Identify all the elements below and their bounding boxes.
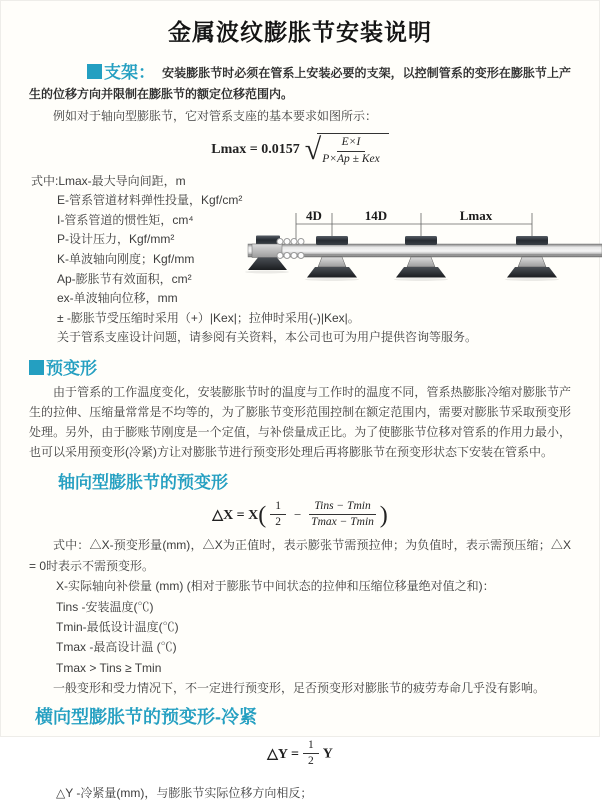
support-shadow (305, 278, 359, 281)
fraction-numerator: 1 (303, 739, 319, 755)
support-neck (318, 257, 346, 267)
fraction-numerator: Tins − Tmin (309, 500, 375, 516)
support-base (507, 267, 557, 278)
page-title: 金属波纹膨胀节安装说明 (168, 19, 432, 45)
support-base (396, 267, 446, 278)
fraction-denominator: 2 (275, 516, 282, 529)
formula-prefix: △Y = (267, 746, 299, 762)
sqrt-body (317, 133, 389, 167)
half-fraction (303, 739, 319, 770)
support-clamp (405, 236, 437, 245)
formula-suffix: Y (322, 745, 333, 761)
support-base (307, 267, 357, 278)
pipe-support-diagram (244, 204, 602, 296)
fraction-denominator: P×Ap ± Kex (322, 152, 380, 165)
dim-label-4d: 4D (306, 207, 322, 223)
guide-support (394, 236, 448, 281)
legend-item: E-管系管道材料弹性投量，Kgf/cm² (57, 193, 243, 208)
legend-item: Ap-膨胀节有效面积，cm² (57, 271, 192, 286)
section-square-icon (29, 360, 44, 375)
guide-support (305, 236, 359, 281)
dim-label-lmax: Lmax (459, 207, 493, 223)
support-clamp (316, 236, 348, 245)
axial-item: Tins -安装温度(℃) (56, 599, 154, 614)
legend-pm-note: ± -膨胀节受压缩时采用（+）|Kex|；拉伸时采用(-)|Kex|。 (57, 310, 360, 325)
axial-formula (1, 500, 599, 531)
fraction-denominator: Tmax − Tmin (311, 516, 374, 529)
support-example-text: 例如对于轴向型膨胀节，它对管系支座的基本要求如图所示： (53, 109, 378, 123)
dim-label-14d: 14D (364, 207, 388, 223)
temperature-fraction (309, 500, 375, 531)
support-shadow (505, 278, 559, 281)
axial-item: Tmax > Tins ≥ Tmin (56, 660, 162, 675)
support-neck (407, 257, 435, 267)
predeform-section-head (29, 354, 571, 379)
support-section-label: 支架： (104, 63, 156, 82)
half-fraction (270, 500, 286, 531)
section-square-icon (87, 64, 102, 79)
legend-consult-note: 关于管系支座设计问题，请参阅有关资料，本公司也可为用户提供咨询等服务。 (57, 330, 478, 345)
lateral-formula (1, 739, 599, 770)
axial-item: Tmin-最低设计温度(℃) (56, 620, 179, 634)
open-paren: ( (258, 501, 267, 528)
legend-and-diagram (31, 172, 599, 349)
axial-explain-text: 式中：△X-预变形量(mm)，△X为正值时，表示膨张节需预拉伸；为负值时，表示需预压缩；△X = 0时表示不需预变形。 (29, 538, 571, 573)
guide-support (505, 236, 559, 281)
fraction-denominator: 2 (307, 755, 314, 768)
lateral-subsection-heading: 横向型膨胀节的预变形-冷紧 (35, 706, 257, 727)
predeform-section-label: 预变形 (46, 358, 97, 378)
axial-item: X-实际轴向补偿量 (mm) (相对于膨胀节中间状态的拉伸和压缩位移量绝对值之和)： (56, 579, 495, 594)
sqrt-symbol-icon: √ (304, 132, 322, 166)
fraction (322, 136, 380, 167)
support-clamp (516, 236, 548, 245)
support-section-lead (29, 62, 571, 105)
legend-item: I-管系管道的惯性矩，cm⁴ (57, 212, 194, 227)
support-shadow (394, 278, 448, 281)
axial-subsection-heading: 轴向型膨胀节的预变形 (58, 472, 228, 492)
close-paren: ) (379, 501, 388, 528)
anchor-base (248, 257, 287, 270)
legend-item: P-设计压力，Kgf/mm² (57, 232, 175, 247)
fraction-numerator: 1 (270, 500, 286, 516)
support-intro-text: 安装膨胀节时必须在管系上安装必要的支架，以控制管系的变形在膨胀节上产生的位移方向并限制在膨胀节的额定位移范围内。 (29, 66, 571, 101)
lmax-formula (1, 133, 599, 167)
anchor-clamp (256, 235, 280, 244)
formula-prefix: Lmax = 0.0157 (211, 141, 300, 157)
formula-prefix: △X = X (212, 507, 259, 523)
axial-item: Tmax -最高设计温 (℃) (56, 640, 177, 655)
legend-item: K-单波轴向刚度；Kgf/mm (57, 251, 195, 266)
minus-sign: − (294, 506, 302, 522)
support-neck (518, 257, 546, 267)
fraction-numerator: E×I (337, 136, 366, 152)
lateral-note: △Y -冷紧量(mm)，与膨胀节实际位移方向相反； (56, 786, 313, 801)
axial-note: 一般变形和受力情况下，不一定进行预变形，足否预变形对膨胀节的疲劳寿命几乎没有影响。 (53, 681, 546, 696)
anchor-shadow (245, 270, 289, 273)
predeform-paragraph: 由于管系的工作温度变化，安装膨胀节时的温度与工作时的温度不同，管系热膨胀冷缩对膨胀节产生的拉伸、压缩量常常是不均等的，为了膨胀节变形范围控制在额定范围内，需要对膨胀节采取预变形处理。另外，由于膨账节刚度是一个定值，与补偿量成正比。为了使膨胀节位移对管系的作用力最小，也可以采用预变形(冷紧)方让对膨胀节进行预变形处理后再将膨胀节在预变形状态下安装在管系中。 (29, 384, 571, 459)
legend-item: ex-单波轴向位移，mm (57, 291, 178, 306)
legend-lead: 式中:Lmax-最大导向间距，m (31, 173, 186, 188)
